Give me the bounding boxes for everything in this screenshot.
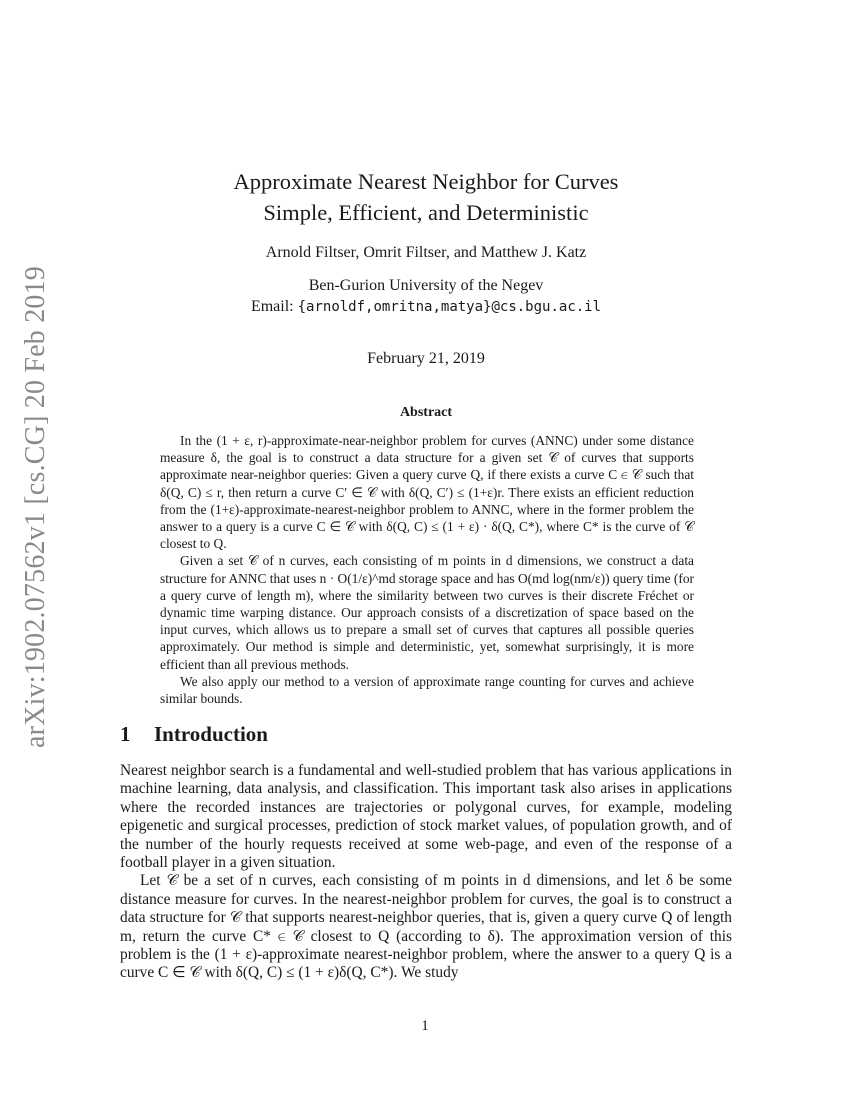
body-paragraph: Let 𝒞 be a set of n curves, each consisting of m points in d dimensions, and let δ be some distance measure for curves. In the nearest-neighbor problem for curves, the goal is to construct a data structure for 𝒞 that supports nearest-neighbor queries, that is, given a query curve Q of length m, return the curve C* ∈ 𝒞 closest to Q (according to δ). The approximation version of this problem is the (1 + ε)-approximate nearest-neighbor problem, where the answer to a query Q is a curve C ∈ 𝒞 with δ(Q, C) ≤ (1 + ε)δ(Q, C*). We study bbox=[120, 872, 732, 982]
institution: Ben-Gurion University of the Negev bbox=[308, 277, 544, 294]
abstract-heading: Abstract bbox=[399, 405, 453, 420]
abstract-body bbox=[160, 432, 694, 707]
title-line-1: Approximate Nearest Neighbor for Curves bbox=[233, 169, 619, 194]
email-address: {arnoldf,omritna,matya}@cs.bgu.ac.il bbox=[297, 299, 602, 315]
abstract-paragraph: We also apply our method to a version of approximate range counting for curves and achieve similar bounds. bbox=[160, 673, 694, 707]
title-line-2: Simple, Efficient, and Deterministic bbox=[263, 200, 589, 225]
introduction-body bbox=[120, 762, 732, 983]
abstract-paragraph: In the (1 + ε, r)-approximate-near-neighbor problem for curves (ANNC) under some distance measure δ, the goal is to construct a data structure for a given set 𝒞 of curves that supports approximate near-neighbor queries: Given a query curve Q, if there exists a curve C ∈ 𝒞 such that δ(Q, C) ≤ r, then return a curve C′ ∈ 𝒞 with δ(Q, C′) ≤ (1+ε)r. There exists an efficient reduction from the (1+ε)-approximate-nearest-neighbor problem to ANNC, where in the former problem the answer to a query is a curve C ∈ 𝒞 with δ(Q, C) ≤ (1 + ε) · δ(Q, C*), where C* is the curve of 𝒞 closest to Q. bbox=[160, 433, 694, 552]
abstract-paragraph: Given a set 𝒞 of n curves, each consisting of m points in d dimensions, we construct a data structure for ANNC that uses n · O(1/ε)^md storage space and has O(md log(nm/ε)) query time (for a query curve of length m), where the similarity between two curves is their discrete Fréchet or dynamic time warping distance. Our approach consists of a discretization of space based on the input curves, which allows us to prepare a small set of curves that captures all possible queries approximately. Our method is simple and deterministic, yet, somewhat surprisingly, it is more efficient than all previous methods. bbox=[160, 553, 694, 672]
publication-date: February 21, 2019 bbox=[367, 350, 485, 367]
section-title: Introduction bbox=[154, 722, 268, 746]
section-heading bbox=[120, 722, 268, 747]
affiliation-block bbox=[120, 275, 732, 318]
email-line bbox=[120, 296, 732, 318]
body-paragraph: Nearest neighbor search is a fundamental and well-studied problem that has various applications in machine learning, data analysis, and classification. This important task also arises in applications where the recorded instances are trajectories or polygonal curves, for example, modeling epigenetic and surgical processes, prediction of stock market values, of population growth, and of the number of the hourly requests received at some web-page, and even of the response of a football player in a given situation. bbox=[120, 762, 732, 872]
arxiv-identifier-stamp bbox=[14, 262, 58, 752]
section-number: 1 bbox=[120, 722, 131, 746]
arxiv-identifier-text: arXiv:1902.07562v1 [cs.CG] 20 Feb 2019 bbox=[20, 265, 52, 749]
page-number: 1 bbox=[421, 1018, 429, 1034]
email-prefix: Email: bbox=[250, 298, 294, 315]
paper-title bbox=[120, 166, 732, 228]
author-list: Arnold Filtser, Omrit Filtser, and Matthew J. Katz bbox=[265, 244, 587, 261]
